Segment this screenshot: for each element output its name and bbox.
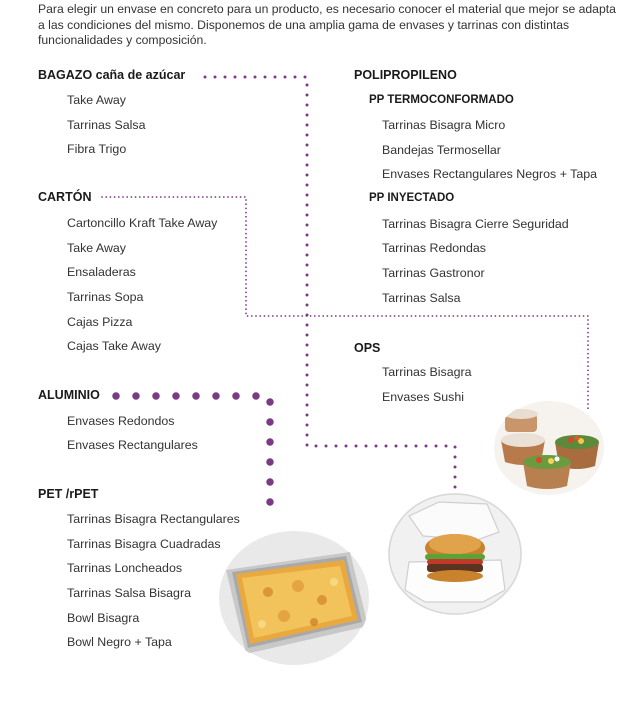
list-item: Bowl Bisagra (67, 611, 140, 625)
list-item: Take Away (67, 241, 127, 255)
section-title-bagazo: BAGAZO caña de azúcar (38, 68, 186, 82)
list-item: Tarrinas Salsa (382, 291, 461, 305)
list-item: Tarrinas Bisagra Rectangulares (67, 512, 240, 526)
salad-bowls-image (493, 400, 605, 496)
subsection-title-termoconformado: PP TERMOCONFORMADO (369, 94, 514, 106)
list-item: Envases Rectangulares Negros + Tapa (382, 167, 598, 181)
list-item: Cajas Take Away (67, 339, 161, 353)
list-item: Bowl Negro + Tapa (67, 635, 172, 649)
list-item: Envases Redondos (67, 414, 175, 428)
list-item: Envases Rectangulares (67, 438, 198, 452)
list-item: Cartoncillo Kraft Take Away (67, 216, 218, 230)
section-title-polipropileno: POLIPROPILENO (354, 68, 457, 82)
list-item: Tarrinas Bisagra Cierre Seguridad (382, 217, 569, 231)
list-item: Bandejas Termosellar (382, 143, 501, 157)
section-title-carton: CARTÓN (38, 190, 92, 204)
list-item: Tarrinas Loncheados (67, 561, 183, 575)
list-item: Fibra Trigo (67, 142, 127, 156)
subsection-title-inyectado: PP INYECTADO (369, 192, 455, 204)
list-item: Tarrinas Salsa Bisagra (67, 586, 191, 600)
list-item: Tarrinas Redondas (382, 241, 487, 255)
section-title-pet: PET /rPET (38, 487, 99, 501)
list-item: Tarrinas Sopa (67, 290, 144, 304)
list-item: Envases Sushi (382, 390, 464, 404)
list-item: Tarrinas Salsa (67, 118, 146, 132)
list-item: Ensaladeras (67, 265, 136, 279)
section-title-ops: OPS (354, 341, 381, 355)
list-item: Cajas Pizza (67, 315, 133, 329)
list-item: Tarrinas Gastronor (382, 266, 485, 280)
section-title-aluminio: ALUMINIO (38, 388, 100, 402)
list-item: Tarrinas Bisagra (382, 365, 472, 379)
burger-container-image (387, 492, 523, 616)
intro-text: Para elegir un envase en concreto para un producto, es necesario conocer el material que mejor se adapta a las condiciones del mismo. Disponemos de una amplia gama de envases y tarrinas con distintas funcionalidades y composición. (38, 2, 616, 48)
list-item: Tarrinas Bisagra Micro (382, 118, 506, 132)
list-item: Take Away (67, 93, 127, 107)
list-item: Tarrinas Bisagra Cuadradas (67, 537, 221, 551)
lasagna-tray-image (218, 530, 370, 666)
